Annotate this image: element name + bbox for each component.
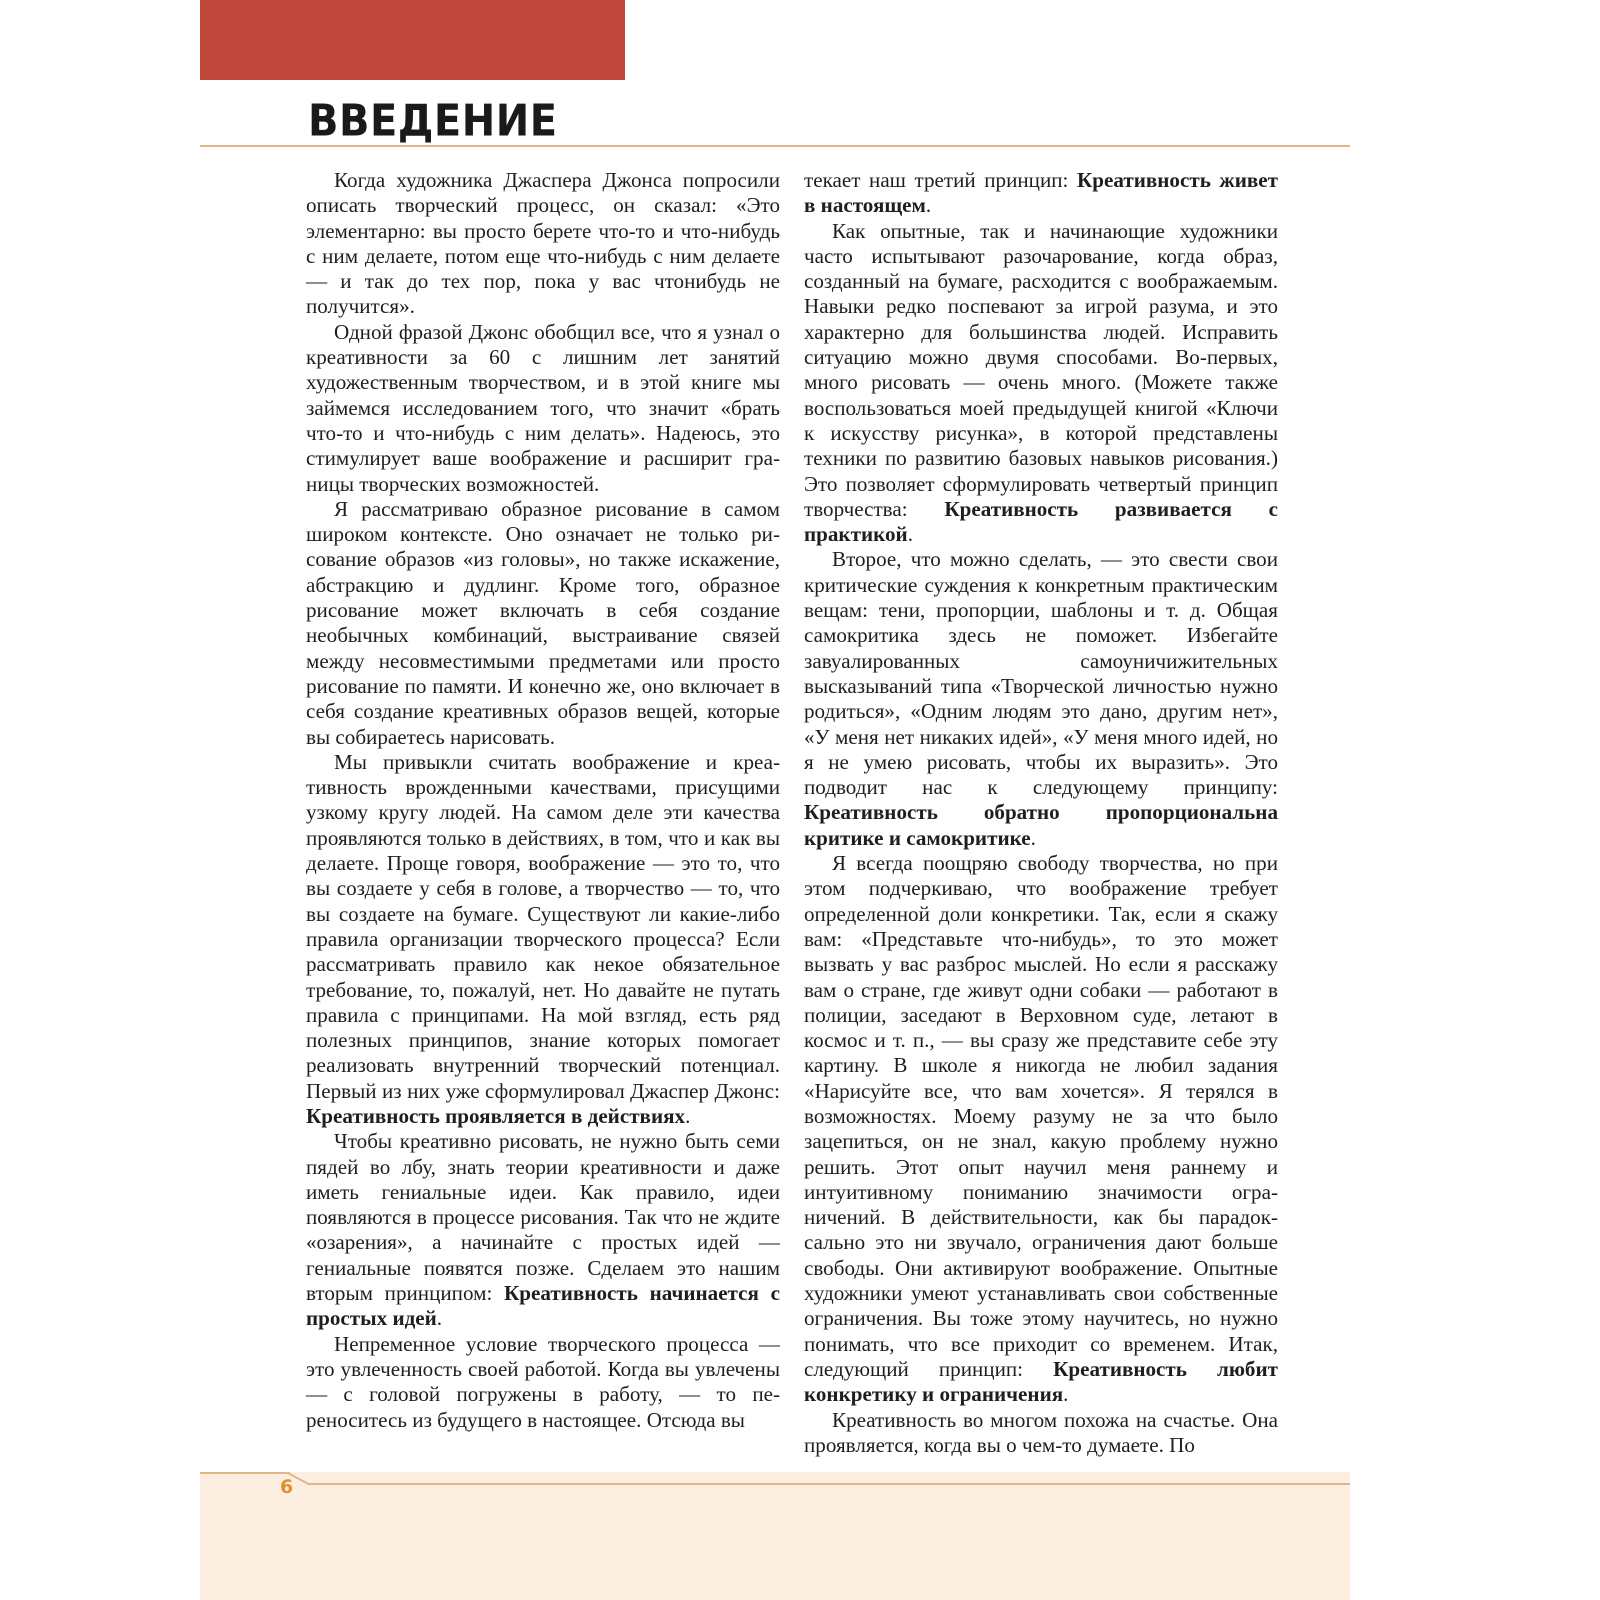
principle-highlight: Креативность обратно пропорциональна критике и самокритике	[804, 800, 1278, 850]
paragraph-text: Креативность во многом похожа на счастье. Она проявляется, когда вы о чем-то думаете. По	[804, 1407, 1278, 1457]
page-title: ВВЕДЕНИЕ	[308, 96, 558, 147]
paragraph	[306, 320, 780, 497]
paragraph	[306, 1129, 780, 1331]
paragraph-text: текает наш третий принцип:	[804, 168, 1077, 192]
text-column-right	[804, 168, 1278, 1458]
paragraph	[306, 497, 780, 750]
paragraph-text: Непременное условие творческого процесса — это увлеченность своей работой. Когда вы увлечены — с головой погружены в работу, — то переноситесь из будущего в настоящее. Отсюда вы	[306, 1331, 780, 1432]
text-column-left	[306, 168, 780, 1433]
book-page	[200, 0, 1350, 1600]
paragraph	[804, 219, 1278, 548]
paragraph-text: .	[436, 1306, 443, 1331]
paragraph-text: .	[685, 1103, 691, 1128]
paragraph-text: Я всегда поощряю свободу творчества, но при этом подчеркиваю, что воображение требует определенной доли конкретики. Так, если я скажу вам: «Представьте что-нибудь», то это может вызвать у вас разброс мыслей. Но если я расскажу вам о стране, где живут одни собаки — работают в полиции, заседают в Верховном суде, летают в космос и т. п., — вы сразу же представите себе эту картину. В школе я никогда не любил задания «Нарисуйте все, что вам хочется». Я терялся в возможностях. Моему разуму не за что было зацепиться, он не знал, какую проблему нужно решить. Этот опыт научил меня раннему и интуитивному пониманию значимости ограничений. В действительности, как бы парадоксально это ни звучало, ограничения дают больше свободы. Они активируют воображение. Опытные художники умеют устанавливать свои собственные ограничения. Вы тоже этому научитесь, но нужно понимать, что все приходит со временем. Итак, следующий принцип:	[804, 851, 1278, 1381]
paragraph-text: .	[1030, 825, 1036, 850]
paragraph-text: Второе, что можно сделать, — это свести свои критические суждения к конкретным практическим вещам: тени, пропорции, шаблоны и т. д. Общая самокритика здесь не поможет. Избегайте завуалированных самоуничижительных высказываний типа «Творческой личностью нужно родиться», «Одним людям это дано, другим нет», «У меня нет никаких идей», «У меня много идей, но я не умею рисовать, чтобы их выразить». Это подводит нас к следующему принципу:	[804, 547, 1278, 800]
page-number: 6	[280, 1476, 294, 1498]
paragraph-text: Как опытные, так и начинающие художники часто испытывают разочарование, когда образ, созданный на бумаге, расходится с воображаемым. Навыки редко поспевают за игрой разума, и это характерно для большинства людей. Исправить ситуацию можно двумя способами. Во-первых, много рисовать — очень много. (Можете также воспользоваться моей предыдущей книгой «Ключи к искусству рисунка», в которой представлены техники по развитию базовых навыков рисования.) Это позволяет сформулировать четвертый принцип творчества:	[804, 218, 1278, 521]
paragraph	[804, 168, 1278, 219]
paragraph	[804, 851, 1278, 1408]
footer-divider-left	[200, 1472, 290, 1474]
paragraph-text: Когда художника Джаспера Джонса попросили описать творческий процесс, он сказал: «Это элементарно: вы просто берете что-то и что-нибудь с ним делаете, потом еще что-нибудь с ним делаете — и так до тех пор, пока у вас чтонибудь не получится».	[306, 168, 780, 319]
paragraph-text: .	[1063, 1382, 1069, 1407]
principle-highlight: Креативность любит конкретику и ограничения	[804, 1356, 1278, 1407]
principle-highlight: Креативность начинается с простых идей	[306, 1281, 780, 1331]
paragraph	[804, 547, 1278, 851]
paragraph-text: Чтобы креативно рисовать, не нужно быть семи пядей во лбу, знать теории креативности и даже иметь гениальные идеи. Как правило, идеи появляются в процессе рисования. Так что не ждите «озарения», а начинайте с простых идей — гениальные появятся позже. Сделаем это нашим вторым принципом:	[306, 1129, 780, 1306]
paragraph	[306, 1332, 780, 1433]
title-divider	[200, 145, 1350, 147]
principle-highlight: Креативность развивается с практикой	[804, 496, 1278, 547]
paragraph-text: Одной фразой Джонс обобщил все, что я узнал о креативности за 60 с лишним лет занятий художественным творчеством, и в этой книге мы займемся исследованием того, что значит «брать что-то и что-нибудь с ним делать». Надеюсь, это стимулирует ваше воображение и расширит границы творческих возможностей.	[306, 319, 780, 496]
principle-highlight: Креативность проявляется в действиях	[306, 1103, 686, 1128]
paragraph	[306, 750, 780, 1129]
paragraph	[306, 168, 780, 320]
footer-band	[200, 1472, 1350, 1600]
principle-highlight: Креативность живет в настоящем	[804, 168, 1279, 218]
paragraph-text: Мы привыкли считать воображение и креативность врожденными качествами, присущими узкому кругу людей. На самом деле эти качества проявляются только в действиях, в том, что и как вы делаете. Проще говоря, воображение — это то, что вы создаете у себя в голове, а творчество — то, что вы создаете на бумаге. Существуют ли какие-либо правила организации творческого процесса? Если рассматривать правило как некое обязательное требование, то, пожалуй, нет. Но давайте не путать правила с принципами. На мой взгляд, есть ряд полезных принципов, знание которых помогает реализовать внутренний творческий потенциал. Первый из них уже сформулировал Джаспер Джонс:	[306, 749, 780, 1103]
header-accent-bar	[200, 0, 625, 80]
paragraph-text: Я рассматриваю образное рисование в самом широком контексте. Оно означает не только рисование образов «из головы», но также искажение, абстракцию и дудлинг. Кроме того, образное рисование может включать в себя создание необычных комбинаций, выстраивание связей между несовместимыми предметами или просто рисование по памяти. И конечно же, оно включает в себя создание креативных образов вещей, которые вы собираетесь нарисовать.	[306, 496, 780, 749]
footer-divider-right	[308, 1483, 1350, 1485]
paragraph	[804, 1408, 1278, 1459]
paragraph-text: .	[925, 193, 932, 218]
paragraph-text: .	[907, 522, 913, 547]
